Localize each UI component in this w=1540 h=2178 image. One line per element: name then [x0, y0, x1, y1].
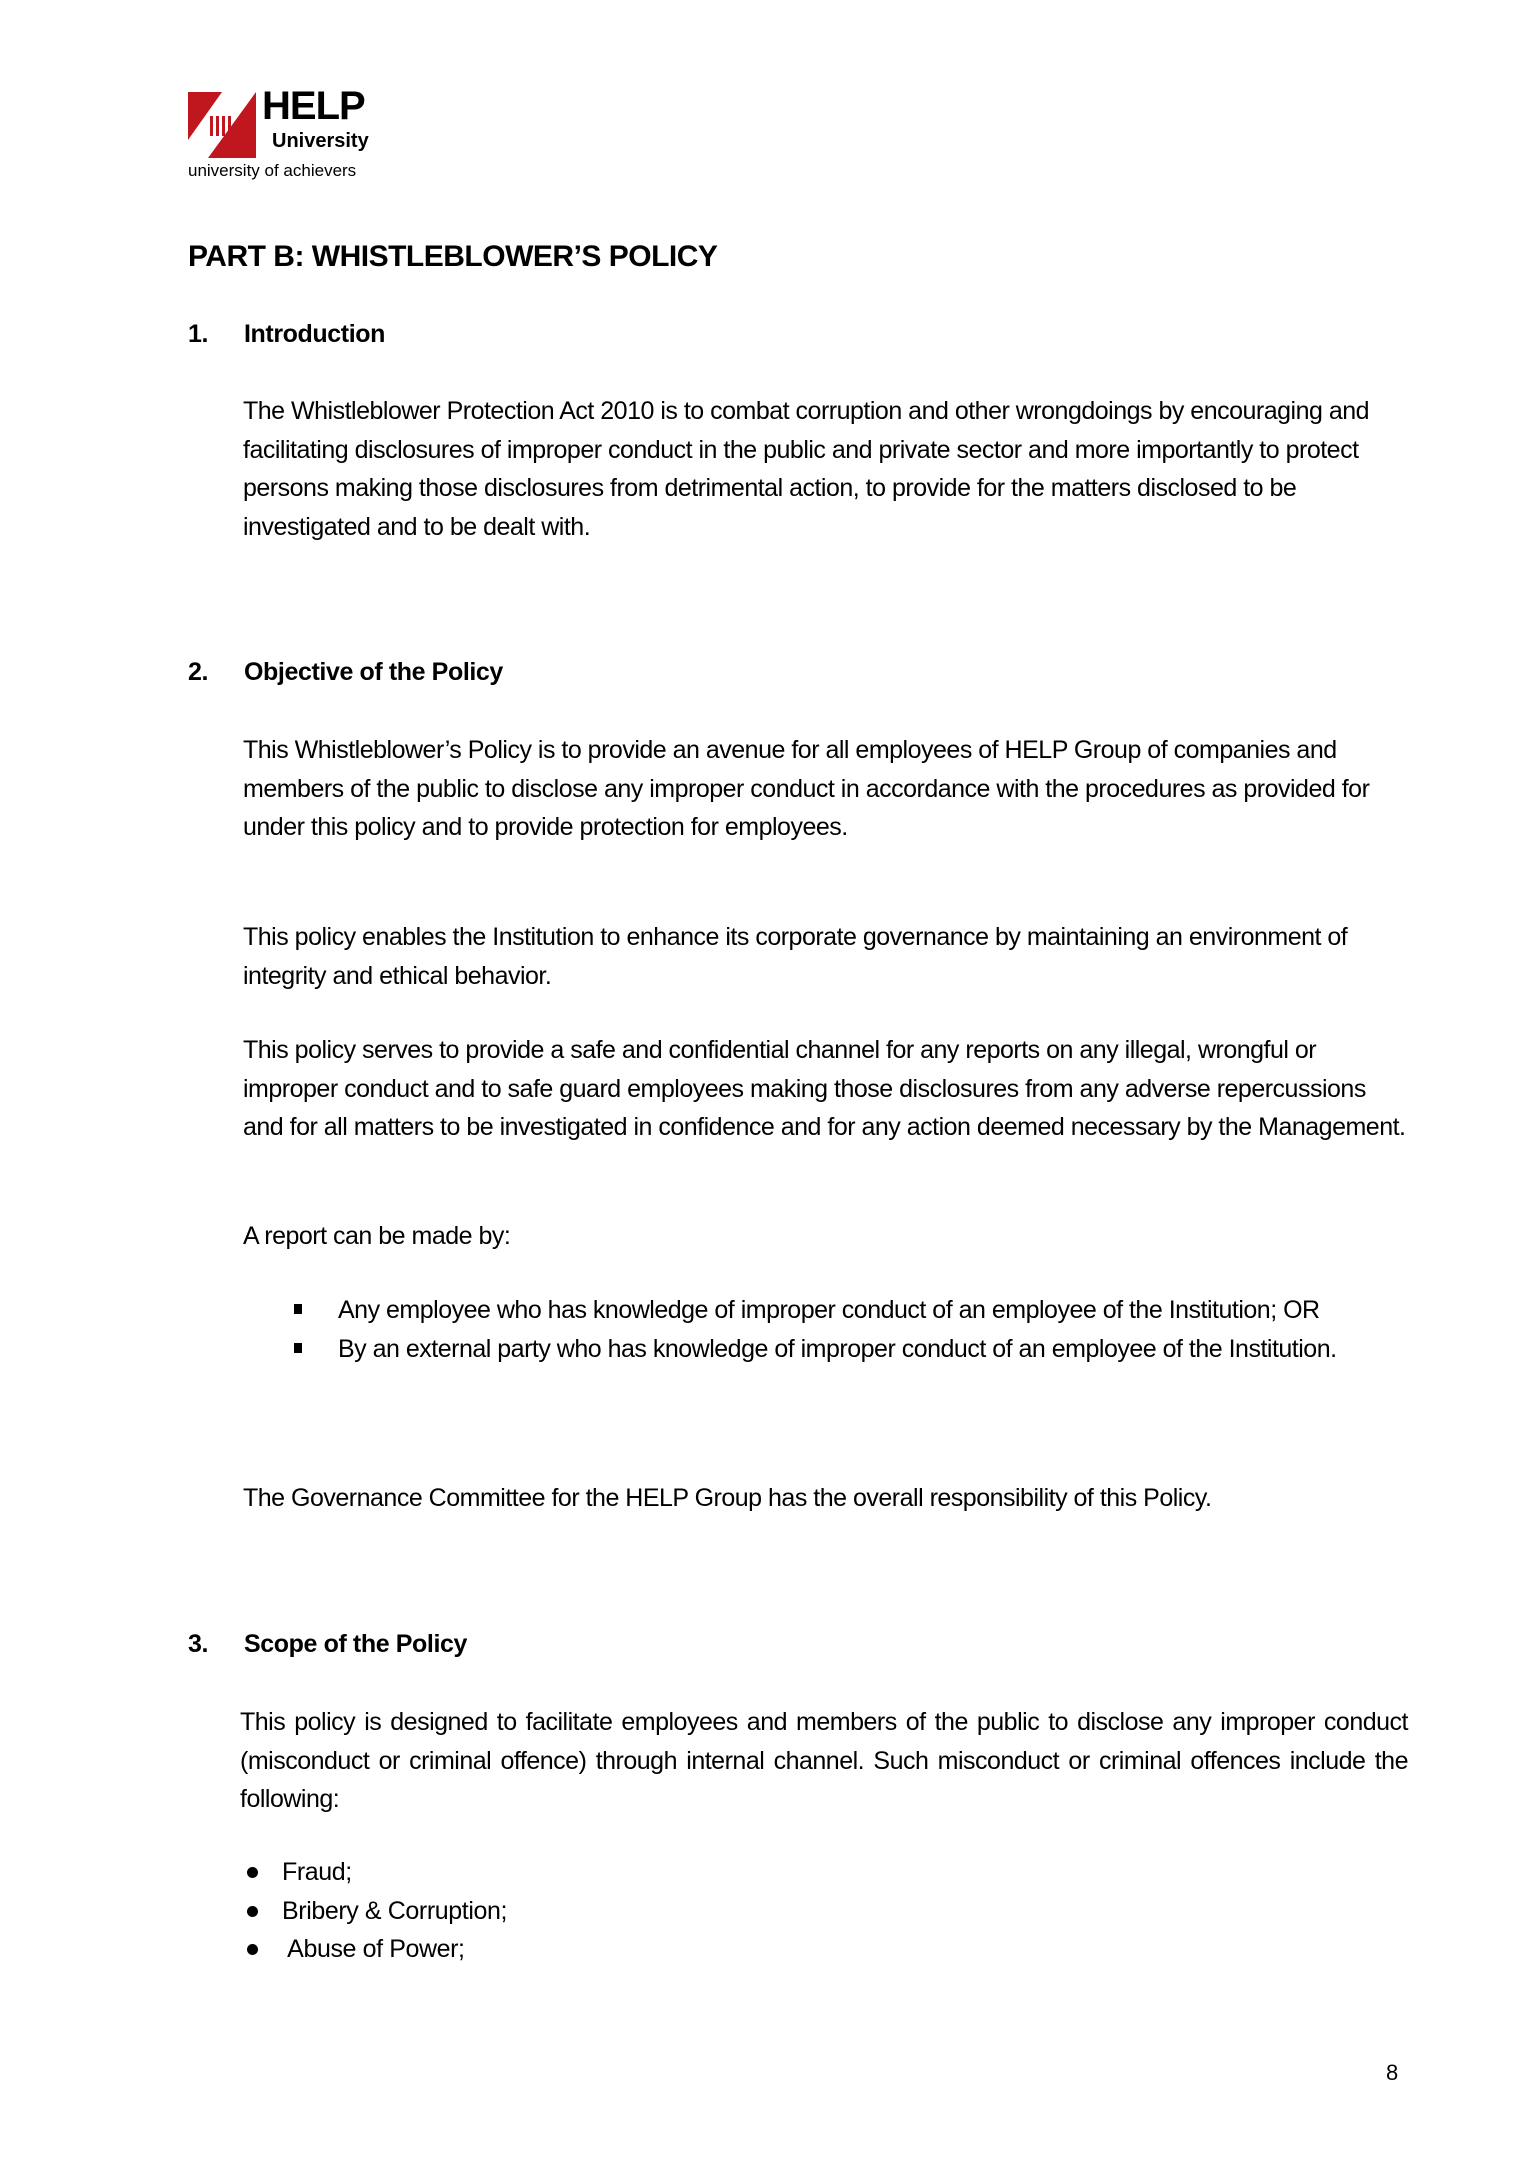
round-bullet-icon	[247, 1867, 258, 1878]
report-intro: A report can be made by:	[243, 1222, 511, 1250]
reporter-list	[290, 1291, 1390, 1368]
section-heading-introduction	[188, 320, 385, 349]
list-item: By an external party who has knowledge of improper conduct of an employee of the Institution.	[290, 1330, 1390, 1369]
objective-paragraph-1: This Whistleblower’s Policy is to provide an avenue for all employees of HELP Group of companies and members of the public to disclose any improper conduct in accordance with the procedures as provided for under this policy and to provide protection for employees.	[243, 736, 1370, 841]
logo-tagline: university of achievers	[188, 161, 357, 180]
square-bullet-icon	[294, 1343, 302, 1353]
list-item: Abuse of Power;	[244, 1930, 507, 1969]
section-number: 3.	[188, 1630, 209, 1658]
list-item: Fraud;	[244, 1853, 507, 1892]
introduction-paragraph: The Whistleblower Protection Act 2010 is to combat corruption and other wrongdoings by encouraging and facilitating disclosures of improper conduct in the public and private sector and more importantly to protect persons making those disclosures from detrimental action, to provide for the matters disclosed to be investigated and to be dealt with.	[243, 397, 1370, 541]
objective-paragraph-2: This policy enables the Institution to enhance its corporate governance by maintaining an environment of integrity and ethical behavior.	[243, 923, 1348, 990]
page-number: 8	[1386, 2060, 1399, 2085]
logo-subbrand: University	[272, 130, 369, 152]
list-item: Bribery & Corruption;	[244, 1892, 507, 1931]
section-title: Introduction	[244, 320, 386, 348]
round-bullet-icon	[247, 1944, 258, 1955]
help-university-logo	[188, 84, 408, 188]
section-heading-objective	[188, 658, 503, 687]
square-bullet-icon	[294, 1304, 302, 1314]
section-number: 2.	[188, 658, 209, 686]
round-bullet-icon	[247, 1906, 258, 1917]
offence-list	[244, 1853, 507, 1969]
list-item: Any employee who has knowledge of improper conduct of an employee of the Institution; OR	[290, 1291, 1390, 1330]
logo-brand: HELP	[262, 84, 365, 128]
section-title: Scope of the Policy	[244, 1630, 468, 1658]
governance-statement: The Governance Committee for the HELP Group has the overall responsibility of this Policy.	[243, 1484, 1212, 1512]
section-title: Objective of the Policy	[244, 658, 503, 686]
help-logo-mark-icon	[188, 92, 256, 158]
page-title: PART B: WHISTLEBLOWER’S POLICY	[188, 240, 718, 273]
section-number: 1.	[188, 320, 209, 348]
scope-paragraph: This policy is designed to facilitate employees and members of the public to disclose any improper conduct (misconduct or criminal offence) through internal channel. Such misconduct or criminal offences include the following:	[240, 1708, 1408, 1813]
section-heading-scope	[188, 1630, 467, 1659]
objective-paragraph-3: This policy serves to provide a safe and confidential channel for any reports on any illegal, wrongful or improper conduct and to safe guard employees making those disclosures from any adverse repercussions and for all matters to be investigated in confidence and for any action deemed necessary by the Management.	[243, 1036, 1406, 1141]
